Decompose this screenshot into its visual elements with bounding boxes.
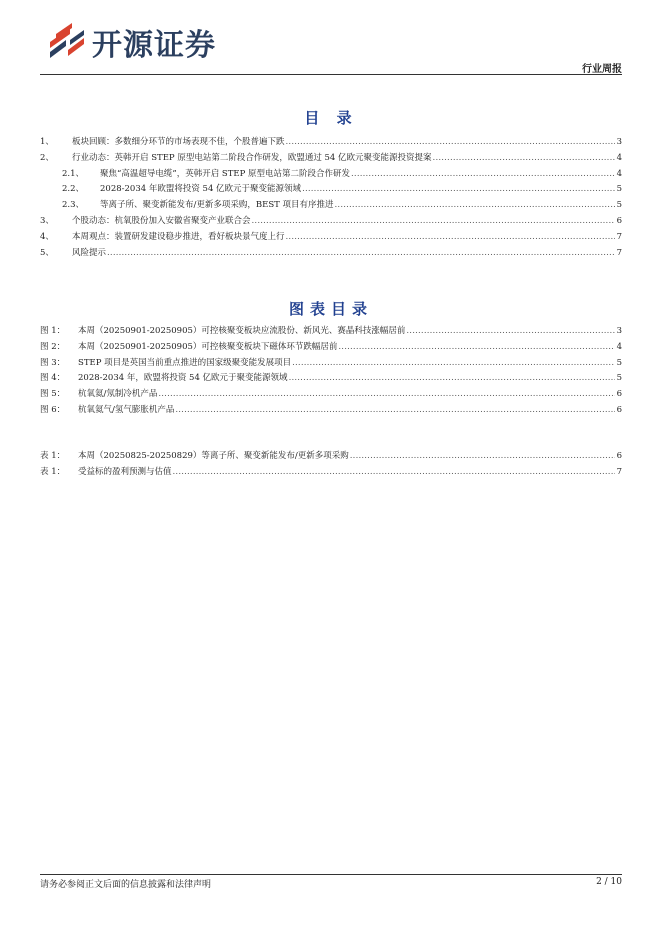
entry-number: 1、 [40, 137, 54, 147]
report-type-label: 行业周报 [582, 64, 622, 75]
toc-entry[interactable] [40, 214, 622, 230]
dot-leader [173, 465, 615, 481]
toc-entry[interactable] [40, 246, 622, 262]
entry-page-number: 3 [616, 326, 622, 336]
entry-text[interactable]: 本周（20250901-20250905）可控核聚变板块应流股份、新风光、赛晶科技涨幅居前 [78, 326, 406, 336]
entry-number: 2.1、 [62, 168, 85, 179]
toc-title: 目 录 [304, 109, 358, 127]
dot-leader [433, 151, 615, 167]
table-of-contents [40, 135, 622, 261]
dot-leader [252, 214, 615, 230]
entry-text[interactable]: 2028-2034 年欧盟将投资 54 亿欧元于聚变能源领域 [100, 184, 302, 195]
entry-page-number: 6 [616, 451, 622, 461]
entry-text[interactable]: 个股动态：杭氧股份加入安徽省聚变产业联合会 [72, 215, 251, 226]
toc-entry[interactable] [40, 387, 622, 403]
entry-number: 图 6： [40, 404, 66, 415]
toc-entry[interactable] [40, 340, 622, 356]
figure-list [40, 324, 622, 419]
page-number: 2 / 10 [596, 877, 622, 887]
page-header [40, 14, 622, 74]
entry-text[interactable]: 聚焦“高温超导电缆”，英韩开启 STEP 原型电站第二阶段合作研发 [100, 168, 351, 179]
dot-leader [406, 324, 615, 340]
dot-leader [286, 135, 615, 151]
table-list [40, 449, 622, 481]
toc-entry[interactable] [40, 151, 622, 167]
toc-entry[interactable] [40, 198, 622, 214]
entry-text[interactable]: STEP 项目是英国当前重点推进的国家级聚变能发展项目 [78, 357, 292, 368]
dot-leader [107, 246, 615, 262]
toc-entry[interactable] [40, 403, 622, 419]
figures-title: 图表目录 [288, 300, 373, 318]
toc-entry[interactable] [40, 356, 622, 372]
entry-text[interactable]: 行业动态：英韩开启 STEP 原型电站第二阶段合作研发，欧盟通过 54 亿欧元聚变能源投资提案 [72, 152, 432, 163]
toc-entry[interactable] [40, 324, 622, 340]
entry-page-number: 4 [616, 152, 622, 163]
entry-text[interactable]: 2028-2034 年，欧盟将投资 54 亿欧元于聚变能源领域 [78, 373, 288, 384]
dot-leader [350, 449, 615, 465]
entry-page-number: 5 [616, 200, 622, 211]
toc-entry[interactable] [40, 135, 622, 151]
entry-number: 表 1： [40, 451, 66, 461]
entry-text[interactable]: 等离子所、聚变新能发布/更新多项采购，BEST 项目有序推进 [100, 200, 334, 211]
entry-page-number: 4 [616, 168, 622, 179]
entry-number: 图 1： [40, 326, 66, 336]
entry-text[interactable]: 本周（20250901-20250905）可控核聚变板块下磁体环节跌幅居前 [78, 341, 338, 352]
dot-leader [158, 387, 615, 403]
entry-number: 2.3、 [62, 200, 85, 211]
toc-entry[interactable] [40, 371, 622, 387]
company-name: 开源证券 [92, 28, 216, 63]
entry-page-number: 6 [616, 389, 622, 400]
entry-page-number: 4 [616, 341, 622, 352]
entry-number: 图 2： [40, 341, 66, 352]
entry-number: 图 4： [40, 373, 66, 384]
entry-text[interactable]: 板块回顾：多数细分环节的市场表现不佳，个股普遍下跌 [72, 137, 285, 147]
entry-text[interactable]: 受益标的盈利预测与估值 [78, 466, 172, 477]
entry-text[interactable]: 杭氧氦/氖制冷机产品 [78, 389, 158, 400]
toc-entry[interactable] [40, 465, 622, 481]
header-divider [40, 74, 622, 75]
entry-page-number: 5 [616, 373, 622, 384]
logo-mark-icon [48, 22, 86, 62]
dot-leader [338, 340, 615, 356]
entry-number: 2、 [40, 152, 54, 163]
entry-page-number: 7 [616, 247, 622, 258]
entry-page-number: 7 [616, 466, 622, 477]
entry-text[interactable]: 杭氧氦气/氢气膨胀机产品 [78, 404, 175, 415]
entry-number: 4、 [40, 231, 54, 242]
dot-leader [292, 356, 615, 372]
dot-leader [302, 182, 615, 198]
entry-page-number: 6 [616, 215, 622, 226]
entry-page-number: 6 [616, 404, 622, 415]
entry-number: 5、 [40, 247, 54, 258]
toc-entry[interactable] [40, 449, 622, 465]
entry-number: 图 5： [40, 389, 66, 400]
toc-entry[interactable] [40, 182, 622, 198]
entry-page-number: 5 [616, 184, 622, 195]
company-logo [48, 22, 216, 62]
dot-leader [175, 403, 615, 419]
dot-leader [351, 167, 615, 183]
entry-number: 表 1： [40, 466, 66, 477]
dot-leader [289, 371, 615, 387]
toc-entry[interactable] [40, 167, 622, 183]
toc-entry[interactable] [40, 230, 622, 246]
footer-divider [40, 874, 622, 875]
entry-page-number: 5 [616, 357, 622, 368]
entry-text[interactable]: 风险提示 [72, 247, 107, 258]
entry-number: 2.2、 [62, 184, 85, 195]
footer-disclaimer: 请务必参阅正文后面的信息披露和法律声明 [40, 880, 212, 890]
entry-text[interactable]: 本周（20250825-20250829）等离子所、聚变新能发布/更新多项采购 [78, 451, 349, 461]
entry-page-number: 7 [616, 231, 622, 242]
entry-number: 图 3： [40, 357, 66, 368]
entry-page-number: 3 [616, 137, 622, 147]
entry-number: 3、 [40, 215, 54, 226]
dot-leader [335, 198, 615, 214]
entry-text[interactable]: 本周观点：装置研发建设稳步推进，看好板块景气度上行 [72, 231, 285, 242]
dot-leader [286, 230, 615, 246]
